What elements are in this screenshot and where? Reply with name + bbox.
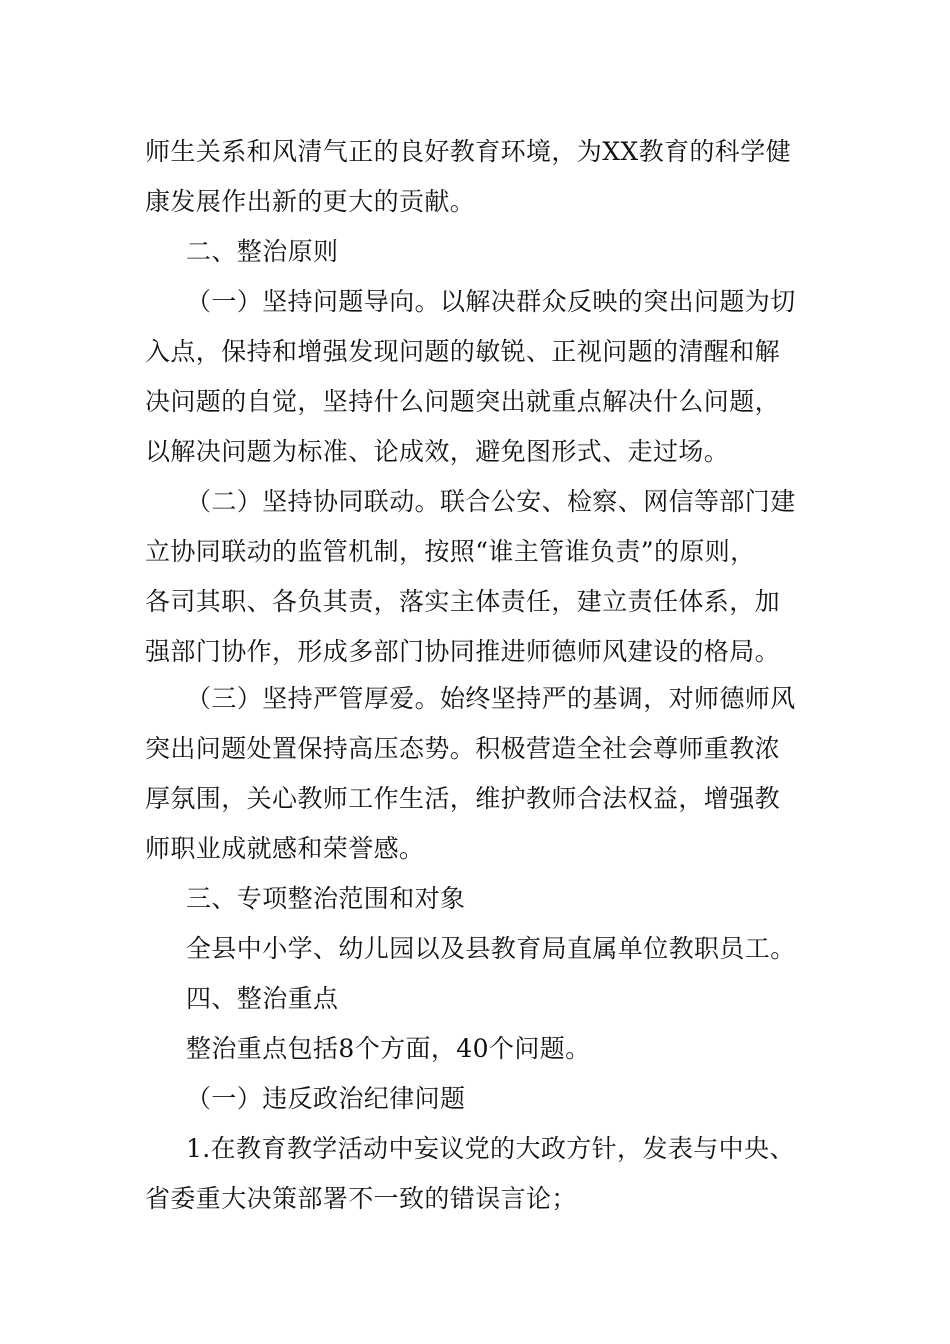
section-heading-focus: 四、整治重点 <box>186 984 339 1013</box>
section-heading-scope: 三、专项整治范围和对象 <box>186 884 466 913</box>
paragraph-line: 全县中小学、幼儿园以及县教育局直属单位教职员工。 <box>186 934 796 963</box>
paragraph-line: 师职业成就感和荣誉感。 <box>145 834 425 863</box>
paragraph-line: 以解决问题为标准、论成效，避免图形式、走过场。 <box>145 437 730 466</box>
paragraph-line: 师生关系和风清气正的良好教育环境，为XX教育的科学健 <box>145 137 791 166</box>
paragraph-line: 立协同联动的监管机制，按照“谁主管谁负责”的原则， <box>145 537 756 566</box>
subsection-heading: （一）违反政治纪律问题 <box>186 1084 466 1113</box>
paragraph-line: （一）坚持问题导向。以解决群众反映的突出问题为切 <box>186 287 796 316</box>
list-item: 1.在教育教学活动中妄议党的大政方针，发表与中央、 <box>186 1134 795 1163</box>
paragraph-line: 突出问题处置保持高压态势。积极营造全社会尊师重教浓 <box>145 734 781 763</box>
paragraph-line: 决问题的自觉，坚持什么问题突出就重点解决什么问题， <box>145 387 781 416</box>
paragraph-line: 强部门协作，形成多部门协同推进师德师风建设的格局。 <box>145 637 781 666</box>
paragraph-line: （三）坚持严管厚爱。始终坚持严的基调，对师德师风 <box>186 684 796 713</box>
paragraph-line: （二）坚持协同联动。联合公安、检察、网信等部门建 <box>186 487 796 516</box>
paragraph-line: 康发展作出新的更大的贡献。 <box>145 187 476 216</box>
paragraph-line: 厚氛围，关心教师工作生活，维护教师合法权益，增强教 <box>145 784 781 813</box>
paragraph-line: 整治重点包括8个方面，40个问题。 <box>186 1034 591 1063</box>
paragraph-line: 入点，保持和增强发现问题的敏锐、正视问题的清醒和解 <box>145 337 781 366</box>
list-item: 省委重大决策部署不一致的错误言论； <box>145 1184 577 1213</box>
paragraph-line: 各司其职、各负其责，落实主体责任，建立责任体系，加 <box>145 587 781 616</box>
section-heading-principles: 二、整治原则 <box>186 237 339 266</box>
